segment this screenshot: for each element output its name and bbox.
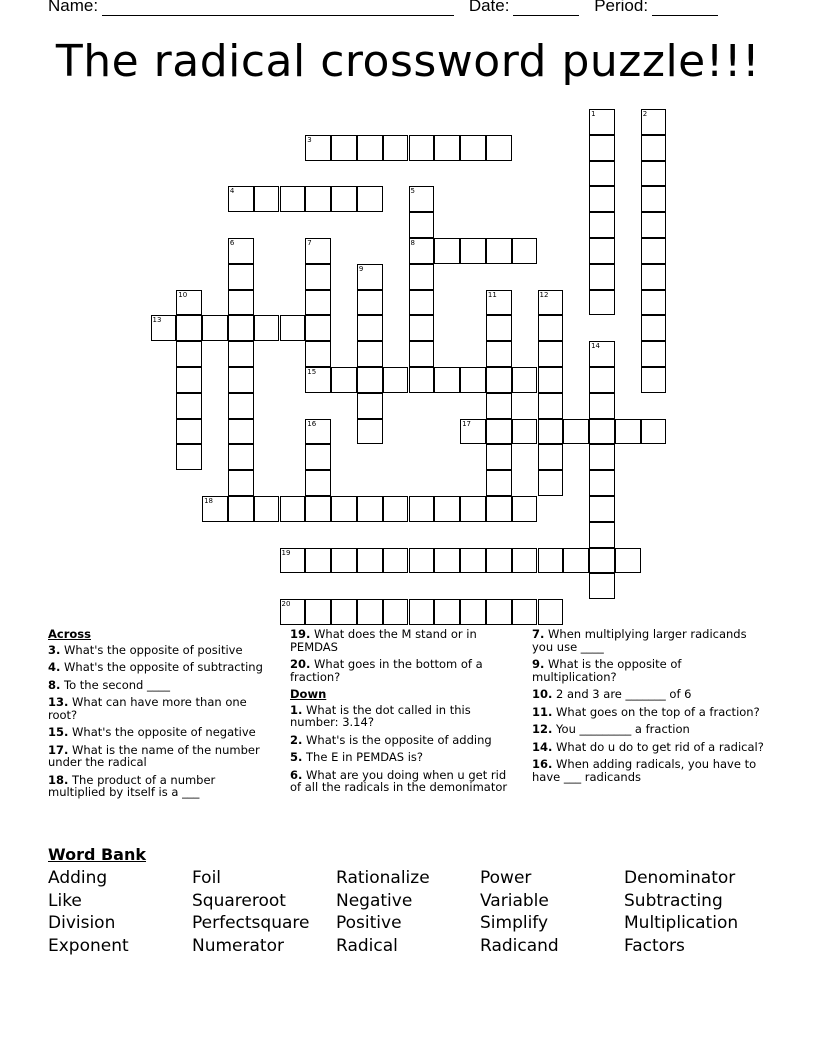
crossword-cell[interactable] bbox=[589, 470, 615, 496]
crossword-cell[interactable] bbox=[538, 599, 564, 625]
crossword-cell[interactable] bbox=[383, 548, 409, 574]
clues-column-1 bbox=[48, 628, 276, 804]
crossword-cell[interactable] bbox=[357, 315, 383, 341]
crossword-cell[interactable] bbox=[641, 109, 667, 135]
crossword-cell[interactable] bbox=[460, 419, 486, 445]
word-bank-item: Subtracting bbox=[624, 890, 723, 911]
crossword-cell[interactable] bbox=[305, 444, 331, 470]
crossword-cell[interactable] bbox=[615, 548, 641, 574]
crossword-cell[interactable] bbox=[331, 135, 357, 161]
clue-number: 2 bbox=[642, 110, 648, 118]
crossword-cell[interactable] bbox=[641, 315, 667, 341]
crossword-cell[interactable] bbox=[589, 186, 615, 212]
crossword-cell[interactable] bbox=[409, 315, 435, 341]
word-bank-item: Foil bbox=[192, 868, 222, 888]
crossword-cell[interactable] bbox=[486, 341, 512, 367]
crossword-cell[interactable] bbox=[254, 186, 280, 212]
crossword-cell[interactable] bbox=[305, 135, 331, 161]
crossword-cell[interactable] bbox=[538, 393, 564, 419]
across-heading: Across bbox=[48, 627, 91, 641]
crossword-cell[interactable] bbox=[357, 186, 383, 212]
clue-number: 1 bbox=[591, 110, 596, 118]
crossword-cell[interactable] bbox=[486, 419, 512, 445]
crossword-cell[interactable] bbox=[641, 290, 667, 316]
crossword-cell[interactable] bbox=[176, 290, 202, 316]
crossword-cell[interactable] bbox=[409, 367, 435, 393]
crossword-cell[interactable] bbox=[434, 135, 460, 161]
word-bank-item: Radical bbox=[336, 935, 398, 956]
crossword-cell[interactable] bbox=[641, 419, 667, 445]
crossword-cell[interactable] bbox=[254, 315, 280, 341]
crossword-cell[interactable] bbox=[589, 548, 615, 574]
crossword-cell[interactable] bbox=[331, 599, 357, 625]
crossword-cell[interactable] bbox=[486, 393, 512, 419]
crossword-cell[interactable] bbox=[641, 238, 667, 264]
clue-down-11: 11. What goes on the top of a fraction? bbox=[532, 704, 760, 719]
word-bank-item: Negative bbox=[336, 890, 413, 911]
crossword-cell[interactable] bbox=[589, 393, 615, 419]
clue-across-8: 8. To the second ____ bbox=[48, 677, 170, 692]
crossword-cell[interactable] bbox=[305, 367, 331, 393]
clue-down-9: 9. What is the opposite of multiplication? bbox=[532, 657, 682, 684]
crossword-cell[interactable] bbox=[434, 496, 460, 522]
crossword-cell[interactable] bbox=[357, 548, 383, 574]
word-bank-item: Positive bbox=[336, 913, 402, 934]
crossword-cell[interactable] bbox=[280, 315, 306, 341]
clue-number: 17 bbox=[462, 419, 472, 428]
crossword-cell[interactable] bbox=[305, 341, 331, 367]
crossword-cell[interactable] bbox=[409, 238, 435, 264]
crossword-cell[interactable] bbox=[486, 548, 512, 574]
crossword-cell[interactable] bbox=[305, 315, 331, 341]
crossword-cell[interactable] bbox=[589, 135, 615, 161]
crossword-cell[interactable] bbox=[409, 548, 435, 574]
crossword-cell[interactable] bbox=[512, 548, 538, 574]
crossword-cell[interactable] bbox=[486, 496, 512, 522]
crossword-cell[interactable] bbox=[486, 290, 512, 316]
crossword-cell[interactable] bbox=[228, 470, 254, 496]
word-bank-item: Variable bbox=[480, 890, 549, 911]
crossword-cell[interactable] bbox=[228, 186, 254, 212]
clues-column-2 bbox=[290, 628, 512, 799]
crossword-cell[interactable] bbox=[357, 393, 383, 419]
crossword-cell[interactable] bbox=[331, 186, 357, 212]
crossword-cell[interactable] bbox=[486, 599, 512, 625]
crossword-cell[interactable] bbox=[357, 135, 383, 161]
name-label: Name: bbox=[48, 0, 99, 15]
crossword-cell[interactable] bbox=[460, 238, 486, 264]
crossword-cell[interactable] bbox=[589, 444, 615, 470]
crossword-cell[interactable] bbox=[305, 419, 331, 445]
crossword-cell[interactable] bbox=[641, 212, 667, 238]
crossword-cell[interactable] bbox=[641, 186, 667, 212]
crossword-cell[interactable] bbox=[641, 367, 667, 393]
clue-number: 7 bbox=[307, 239, 312, 247]
crossword-cell[interactable] bbox=[409, 212, 435, 238]
crossword-cell[interactable] bbox=[589, 419, 615, 445]
clue-down-1: 1. What is the dot called in this number: 3.14? bbox=[290, 702, 471, 729]
word-bank-item: Radicand bbox=[480, 935, 559, 956]
crossword-cell[interactable] bbox=[641, 341, 667, 367]
crossword-cell[interactable] bbox=[409, 264, 435, 290]
clue-across-17: 17. What is the name of the number under the radical bbox=[48, 742, 260, 769]
crossword-cell[interactable] bbox=[228, 238, 254, 264]
clue-number: 11 bbox=[487, 290, 497, 299]
crossword-cell[interactable] bbox=[305, 186, 331, 212]
crossword-cell[interactable] bbox=[434, 367, 460, 393]
crossword-cell[interactable] bbox=[434, 238, 460, 264]
clue-down-14: 14. What do u do to get rid of a radical? bbox=[532, 739, 764, 754]
crossword-cell[interactable] bbox=[305, 290, 331, 316]
crossword-cell[interactable] bbox=[538, 315, 564, 341]
crossword-cell[interactable] bbox=[280, 548, 306, 574]
crossword-cell[interactable] bbox=[589, 341, 615, 367]
clue-number: 3 bbox=[307, 135, 312, 144]
period-label: Period: bbox=[594, 0, 649, 15]
clue-number: 20 bbox=[281, 600, 291, 609]
clue-number: 5 bbox=[410, 187, 415, 196]
clue-number: 16 bbox=[307, 419, 317, 428]
word-bank-item: Power bbox=[480, 868, 532, 888]
crossword-cell[interactable] bbox=[176, 315, 202, 341]
crossword-cell[interactable] bbox=[486, 367, 512, 393]
word-bank-item: Simplify bbox=[480, 913, 549, 934]
page-title: The radical crossword puzzle!!! bbox=[55, 36, 761, 87]
crossword-cell[interactable] bbox=[305, 264, 331, 290]
clue-down-7: 7. When multiplying larger radicands you use ____ bbox=[532, 627, 747, 654]
crossword-cell[interactable] bbox=[305, 599, 331, 625]
crossword-cell[interactable] bbox=[563, 419, 589, 445]
crossword-cell[interactable] bbox=[176, 393, 202, 419]
crossword-cell[interactable] bbox=[538, 341, 564, 367]
crossword-cell[interactable] bbox=[615, 419, 641, 445]
crossword-cell[interactable] bbox=[512, 419, 538, 445]
crossword-cell[interactable] bbox=[228, 290, 254, 316]
clue-number: 12 bbox=[539, 290, 549, 299]
down-heading: Down bbox=[290, 687, 327, 701]
clue-number: 10 bbox=[178, 290, 188, 299]
crossword-cell[interactable] bbox=[357, 599, 383, 625]
crossword-cell[interactable] bbox=[589, 522, 615, 548]
crossword-cell[interactable] bbox=[486, 315, 512, 341]
crossword-cell[interactable] bbox=[383, 599, 409, 625]
crossword-cell[interactable] bbox=[409, 599, 435, 625]
crossword-cell[interactable] bbox=[538, 419, 564, 445]
crossword-cell[interactable] bbox=[228, 341, 254, 367]
word-bank-item: Rationalize bbox=[336, 868, 430, 888]
clue-across-19: 19. What does the M stand or in PEMDAS bbox=[290, 627, 477, 654]
crossword-cell[interactable] bbox=[589, 238, 615, 264]
crossword-cell[interactable] bbox=[641, 161, 667, 187]
crossword-cell[interactable] bbox=[357, 341, 383, 367]
crossword-cell[interactable] bbox=[409, 135, 435, 161]
crossword-cell[interactable] bbox=[434, 599, 460, 625]
crossword-cell[interactable] bbox=[434, 548, 460, 574]
crossword-cell[interactable] bbox=[641, 264, 667, 290]
clue-number: 19 bbox=[281, 548, 291, 557]
crossword-cell[interactable] bbox=[589, 290, 615, 316]
crossword-cell[interactable] bbox=[151, 315, 177, 341]
crossword-cell[interactable] bbox=[589, 161, 615, 187]
crossword-cell[interactable] bbox=[176, 367, 202, 393]
crossword-cell[interactable] bbox=[331, 367, 357, 393]
clue-number: 4 bbox=[229, 187, 235, 196]
crossword-cell[interactable] bbox=[305, 548, 331, 574]
crossword-cell[interactable] bbox=[305, 238, 331, 264]
crossword-cell[interactable] bbox=[228, 393, 254, 419]
crossword-cell[interactable] bbox=[357, 496, 383, 522]
crossword-cell[interactable] bbox=[228, 315, 254, 341]
crossword-cell[interactable] bbox=[383, 496, 409, 522]
clues-column-3 bbox=[532, 628, 768, 788]
crossword-cell[interactable] bbox=[589, 264, 615, 290]
clue-down-16: 16. When adding radicals, you have to have ___ radicands bbox=[532, 757, 757, 784]
crossword-cell[interactable] bbox=[228, 444, 254, 470]
crossword-cell[interactable] bbox=[202, 496, 228, 522]
crossword-cell[interactable] bbox=[305, 470, 331, 496]
word-bank-item: Adding bbox=[48, 868, 108, 888]
clue-across-20: 20. What goes in the bottom of a fraction? bbox=[290, 657, 483, 684]
crossword-cell[interactable] bbox=[589, 496, 615, 522]
clue-across-4: 4. What's the opposite of subtracting bbox=[48, 660, 263, 674]
crossword-cell[interactable] bbox=[305, 496, 331, 522]
crossword-cell[interactable] bbox=[486, 238, 512, 264]
clue-down-5: 5. The E in PEMDAS is? bbox=[290, 750, 424, 764]
word-bank-item: Factors bbox=[624, 935, 685, 956]
crossword-cell[interactable] bbox=[331, 496, 357, 522]
crossword-cell[interactable] bbox=[357, 419, 383, 445]
clue-number: 14 bbox=[591, 342, 601, 351]
crossword-cell[interactable] bbox=[512, 238, 538, 264]
crossword-cell[interactable] bbox=[409, 186, 435, 212]
word-bank-item: Squareroot bbox=[192, 890, 286, 911]
crossword-cell[interactable] bbox=[228, 496, 254, 522]
clue-across-3: 3. What's the opposite of positive bbox=[48, 642, 243, 657]
crossword-cell[interactable] bbox=[176, 444, 202, 470]
word-bank-item: Division bbox=[48, 913, 116, 934]
crossword-cell[interactable] bbox=[228, 419, 254, 445]
crossword-cell[interactable] bbox=[383, 135, 409, 161]
crossword-cell[interactable] bbox=[460, 135, 486, 161]
crossword-cell[interactable] bbox=[460, 496, 486, 522]
word-bank-item: Exponent bbox=[48, 935, 129, 956]
crossword-cell[interactable] bbox=[357, 264, 383, 290]
crossword-cell[interactable] bbox=[512, 496, 538, 522]
crossword-cell[interactable] bbox=[486, 135, 512, 161]
word-bank-title: Word Bank bbox=[48, 845, 147, 864]
date-label: Date: bbox=[468, 0, 510, 15]
clue-number: 6 bbox=[229, 239, 235, 247]
crossword-cell[interactable] bbox=[460, 599, 486, 625]
crossword-cell[interactable] bbox=[383, 367, 409, 393]
clue-number: 15 bbox=[307, 368, 317, 376]
clue-number: 8 bbox=[410, 239, 415, 247]
clue-down-12: 12. You _________ a fraction bbox=[532, 722, 690, 736]
word-bank-item: Like bbox=[48, 890, 82, 911]
clue-number: 18 bbox=[204, 497, 214, 505]
crossword-cell[interactable] bbox=[357, 367, 383, 393]
clue-across-15: 15. What's the opposite of negative bbox=[48, 725, 256, 739]
crossword-cell[interactable] bbox=[589, 212, 615, 238]
crossword-cell[interactable] bbox=[512, 367, 538, 393]
crossword-cell[interactable] bbox=[563, 548, 589, 574]
crossword-cell[interactable] bbox=[176, 341, 202, 367]
clue-down-2: 2. What's is the opposite of adding bbox=[290, 732, 492, 747]
crossword-cell[interactable] bbox=[538, 470, 564, 496]
clue-number: 9 bbox=[358, 264, 364, 273]
crossword-cell[interactable] bbox=[176, 419, 202, 445]
word-bank-item: Multiplication bbox=[624, 913, 739, 934]
clue-number: 13 bbox=[152, 316, 162, 325]
crossword-cell[interactable] bbox=[202, 315, 228, 341]
crossword-cell[interactable] bbox=[538, 548, 564, 574]
crossword-cell[interactable] bbox=[589, 573, 615, 599]
crossword-cell[interactable] bbox=[409, 341, 435, 367]
crossword-cell[interactable] bbox=[589, 367, 615, 393]
crossword-cell[interactable] bbox=[538, 444, 564, 470]
clue-down-6: 6. What are you doing when u get rid of all the radicals in the demonimator bbox=[290, 767, 508, 794]
word-bank-item: Denominator bbox=[624, 868, 736, 888]
word-bank-item: Perfectsquare bbox=[192, 913, 310, 934]
crossword-cell[interactable] bbox=[280, 496, 306, 522]
crossword-cell[interactable] bbox=[409, 290, 435, 316]
crossword-cell[interactable] bbox=[331, 548, 357, 574]
crossword-cell[interactable] bbox=[409, 496, 435, 522]
crossword-cell[interactable] bbox=[280, 186, 306, 212]
word-bank bbox=[48, 867, 768, 957]
crossword-cell[interactable] bbox=[512, 599, 538, 625]
word-bank-item: Numerator bbox=[192, 935, 284, 956]
crossword-cell[interactable] bbox=[641, 135, 667, 161]
crossword-cell[interactable] bbox=[460, 548, 486, 574]
crossword-cell[interactable] bbox=[486, 470, 512, 496]
clue-across-13: 13. What can have more than one root? bbox=[48, 695, 247, 722]
crossword-cell[interactable] bbox=[538, 367, 564, 393]
crossword-cell[interactable] bbox=[486, 444, 512, 470]
crossword-cell[interactable] bbox=[538, 290, 564, 316]
clue-across-18: 18. The product of a number multiplied by itself is a ___ bbox=[48, 772, 216, 799]
crossword-cell[interactable] bbox=[228, 367, 254, 393]
crossword-cell[interactable] bbox=[589, 109, 615, 135]
crossword-cell[interactable] bbox=[228, 264, 254, 290]
crossword-cell[interactable] bbox=[357, 290, 383, 316]
clue-down-10: 10. 2 and 3 are _______ of 6 bbox=[532, 687, 692, 701]
crossword-cell[interactable] bbox=[254, 496, 280, 522]
crossword-cell[interactable] bbox=[460, 367, 486, 393]
crossword-cell[interactable] bbox=[280, 599, 306, 625]
